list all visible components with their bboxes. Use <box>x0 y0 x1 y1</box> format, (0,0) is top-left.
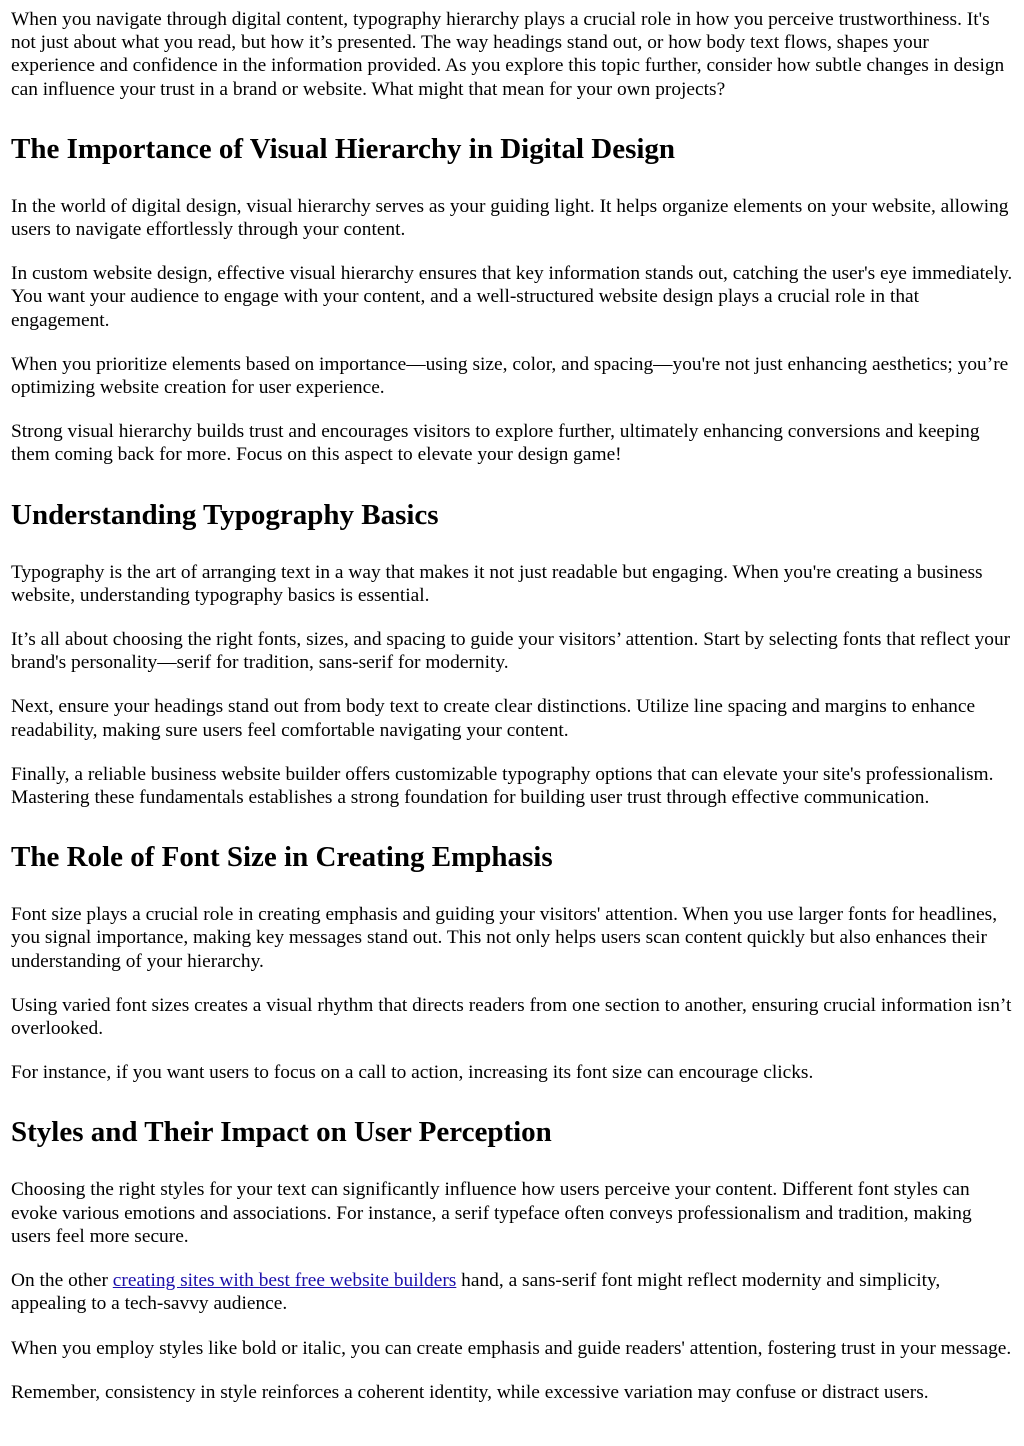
intro-paragraph: When you navigate through digital content, typography hierarchy plays a crucial role in how you perceive trustworthiness. It's not just about what you read, but how it’s presented. The way headings stand out, or how body text flows, shapes your experience and confidence in the information provided. As you explore this topic further, consider how subtle changes in design can influence your trust in a brand or website. What might that mean for your own projects? <box>11 9 1005 100</box>
paragraph: Typography is the art of arranging text in a way that makes it not just readable but engaging. When you're creating a business website, understanding typography basics is essential. <box>11 561 983 606</box>
paragraph-text: hand, a sans-serif font might reflect modernity and simplicity, appealing to a tech-savvy audience. <box>11 1270 941 1315</box>
paragraph-text: On the other <box>11 1270 113 1292</box>
paragraph: Using varied font sizes creates a visual rhythm that directs readers from one section to another, ensuring crucial information isn’t overlooked. <box>11 994 1012 1040</box>
website-builders-link[interactable]: creating sites with best free website builders <box>112 1270 457 1292</box>
paragraph: Remember, consistency in style reinforces a coherent identity, while excessive variation may confuse or distract users. <box>11 1381 929 1403</box>
paragraph: Font size plays a crucial role in creating emphasis and guiding your visitors' attention. When you use larger fonts for headlines, you signal importance, making key messages stand out. This not only helps users scan content quickly but also enhances their understanding of your hierarchy. <box>11 904 998 972</box>
paragraph: It’s all about choosing the right fonts, sizes, and spacing to guide your visitors’ attention. Start by selecting fonts that reflect your brand's personality—serif for tradition, sans-serif for modernity. <box>11 629 1011 674</box>
paragraph: Next, ensure your headings stand out from body text to create clear distinctions. Utilize line spacing and margins to enhance readability, making sure users feel comfortable navigating your content. <box>11 696 976 741</box>
paragraph: In the world of digital design, visual hierarchy serves as your guiding light. It helps organize elements on your website, allowing users to navigate effortlessly through your content. <box>11 195 1009 241</box>
paragraph: In custom website design, effective visual hierarchy ensures that key information stands out, catching the user's eye immediately. You want your audience to engage with your content, and a well-structured website design plays a crucial role in that engagement. <box>11 263 1013 331</box>
section-font-size <box>11 840 1016 1084</box>
section-visual-hierarchy <box>11 132 1016 467</box>
section-heading: Styles and Their Impact on User Perception <box>11 1116 552 1149</box>
section-styles-perception <box>11 1115 1016 1403</box>
section-heading: The Role of Font Size in Creating Emphasis <box>11 841 553 874</box>
paragraph: For instance, if you want users to focus on a call to action, increasing its font size can encourage clicks. <box>11 1062 814 1084</box>
section-heading: The Importance of Visual Hierarchy in Digital Design <box>11 132 676 165</box>
paragraph: When you prioritize elements based on importance—using size, color, and spacing—you're not just enhancing aesthetics; you’re optimizing website creation for user experience. <box>11 353 1009 399</box>
paragraph: Finally, a reliable business website builder offers customizable typography options that can elevate your site's professionalism. Mastering these fundamentals establishes a strong foundation for building user trust through effective communication. <box>11 763 994 809</box>
paragraph: When you employ styles like bold or italic, you can create emphasis and guide readers' attention, fostering trust in your message. <box>11 1337 1012 1359</box>
paragraph: Choosing the right styles for your text can significantly influence how users perceive your content. Different font styles can evoke various emotions and associations. For instance, a serif typeface often conveys professionalism and tradition, making users feel more secure. <box>11 1179 972 1247</box>
section-heading: Understanding Typography Basics <box>11 498 439 531</box>
section-typography-basics <box>11 498 1016 810</box>
paragraph: Strong visual hierarchy builds trust and encourages visitors to explore further, ultimately enhancing conversions and keeping them coming back for more. Focus on this aspect to elevate your design game! <box>11 421 980 466</box>
paragraph-with-link <box>11 1269 1016 1315</box>
